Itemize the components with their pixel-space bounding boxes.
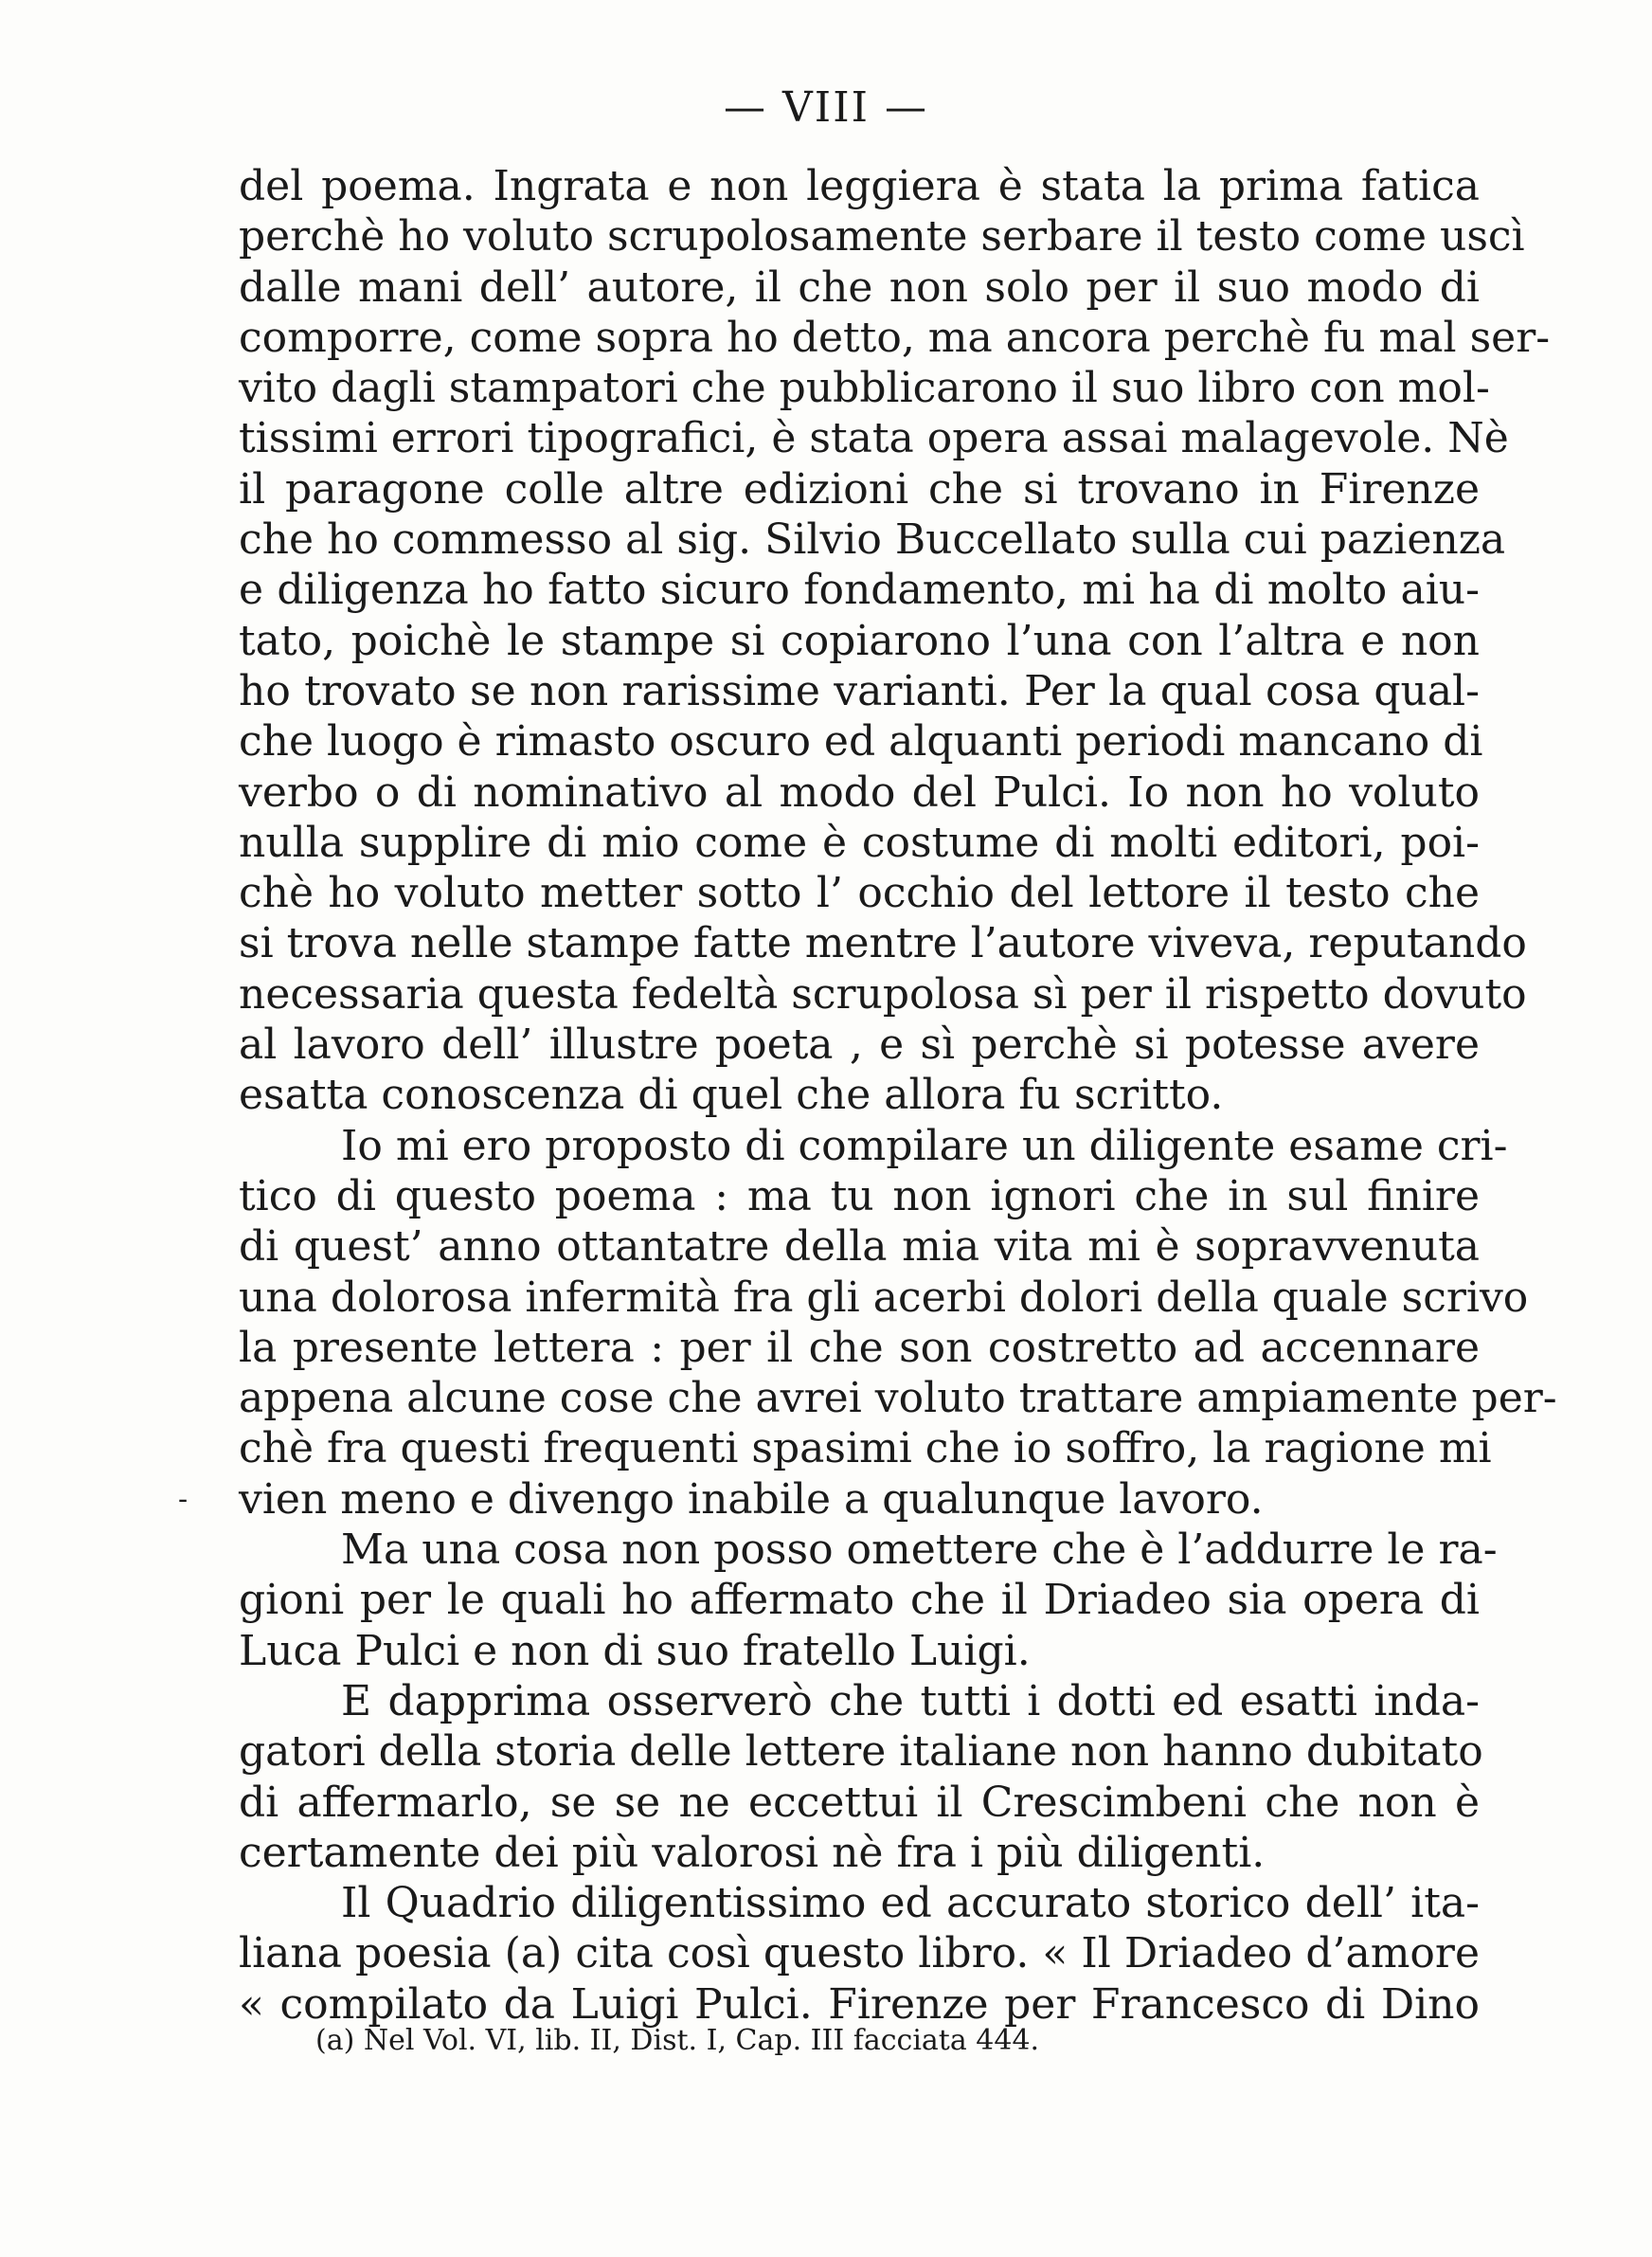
text-line: si trova nelle stampe fatte mentre l’autore viveva, reputando	[239, 919, 1527, 968]
text-line: tissimi errori tipografici, è stata opera assai malagevole. Nè	[239, 414, 1509, 463]
text-line: vito dagli stampatori che pubblicarono il suo libro con mol-	[239, 364, 1490, 413]
text-line: la presente lettera : per il che son costretto ad accennare	[239, 1323, 1480, 1372]
text-line: « compilato da Luigi Pulci. Firenze per Francesco di Dino	[239, 1979, 1480, 2029]
text-line: il paragone colle altre edizioni che si trovano in Firenze	[239, 464, 1480, 514]
text-line: dalle mani dell’ autore, il che non solo per il suo modo di	[239, 262, 1480, 312]
text-line: appena alcune cose che avrei voluto trattare ampiamente per-	[239, 1374, 1557, 1423]
text-line: verbo o di nominativo al modo del Pulci. Io non ho voluto	[239, 767, 1480, 817]
text-line: di quest’ anno ottantatre della mia vita mi è sopravvenuta	[239, 1222, 1480, 1272]
text-line: al lavoro dell’ illustre poeta , e sì perchè si potesse avere	[239, 1020, 1480, 1070]
text-line: E dapprima osserverò che tutti i dotti ed esatti inda-	[341, 1676, 1480, 1725]
text-line: tato, poichè le stampe si copiarono l’una con l’altra e non	[239, 616, 1480, 665]
text-line: e diligenza ho fatto sicuro fondamento, mi ha di molto aiu-	[239, 566, 1480, 615]
text-line: comporre, come sopra ho detto, ma ancora perchè fu mal ser-	[239, 313, 1551, 362]
text-line: chè ho voluto metter sotto l’ occhio del lettore il testo che	[239, 869, 1480, 918]
text-line: Luca Pulci e non di suo fratello Luigi.	[239, 1626, 1031, 1675]
body-text	[239, 161, 1557, 2030]
text-line: liana poesia (a) cita così questo libro. « Il Driadeo d’amore	[239, 1929, 1480, 1978]
text-line: una dolorosa infermità fra gli acerbi dolori della quale scrivo	[239, 1273, 1529, 1322]
page-number-header: — VIII —	[724, 83, 928, 132]
text-line: necessaria questa fedeltà scrupolosa sì per il rispetto dovuto	[239, 969, 1527, 1019]
text-line: tico di questo poema : ma tu non ignori che in sul finire	[239, 1171, 1480, 1220]
text-line: che luogo è rimasto oscuro ed alquanti periodi mancano di	[239, 717, 1483, 767]
text-line: esatta conoscenza di quel che allora fu scritto.	[239, 1071, 1224, 1120]
text-line: Io mi ero proposto di compilare un diligente esame cri-	[341, 1121, 1508, 1170]
footnote: (a) Nel Vol. VI, lib. II, Dist. I, Cap. III facciata 444.	[315, 2024, 1040, 2057]
text-line: chè fra questi frequenti spasimi che io soffro, la ragione mi	[239, 1424, 1492, 1473]
text-line: nulla supplire di mio come è costume di molti editori, poi-	[239, 818, 1480, 867]
text-line: del poema. Ingrata e non leggiera è stata la prima fatica	[239, 162, 1480, 210]
text-line: ho trovato se non rarissime varianti. Per la qual cosa qual-	[239, 666, 1480, 715]
text-line: vien meno e divengo inabile a qualunque lavoro.	[239, 1474, 1264, 1524]
text-line: Il Quadrio diligentissimo ed accurato storico dell’ ita-	[341, 1879, 1480, 1928]
margin-mark: -	[178, 1483, 189, 1516]
text-line: certamente dei più valorosi nè fra i più diligenti.	[239, 1828, 1266, 1877]
text-line: gioni per le quali ho affermato che il Driadeo sia opera di	[239, 1576, 1480, 1625]
text-line: gatori della storia delle lettere italiane non hanno dubitato	[239, 1727, 1483, 1777]
text-line: Ma una cosa non posso omettere che è l’addurre le ra-	[341, 1526, 1498, 1575]
text-line: perchè ho voluto scrupolosamente serbare il testo come uscì	[239, 212, 1525, 262]
text-line: di affermarlo, se se ne eccettui il Crescimbeni che non è	[239, 1778, 1480, 1827]
text-line: che ho commesso al sig. Silvio Buccellato sulla cui pazienza	[239, 515, 1506, 565]
